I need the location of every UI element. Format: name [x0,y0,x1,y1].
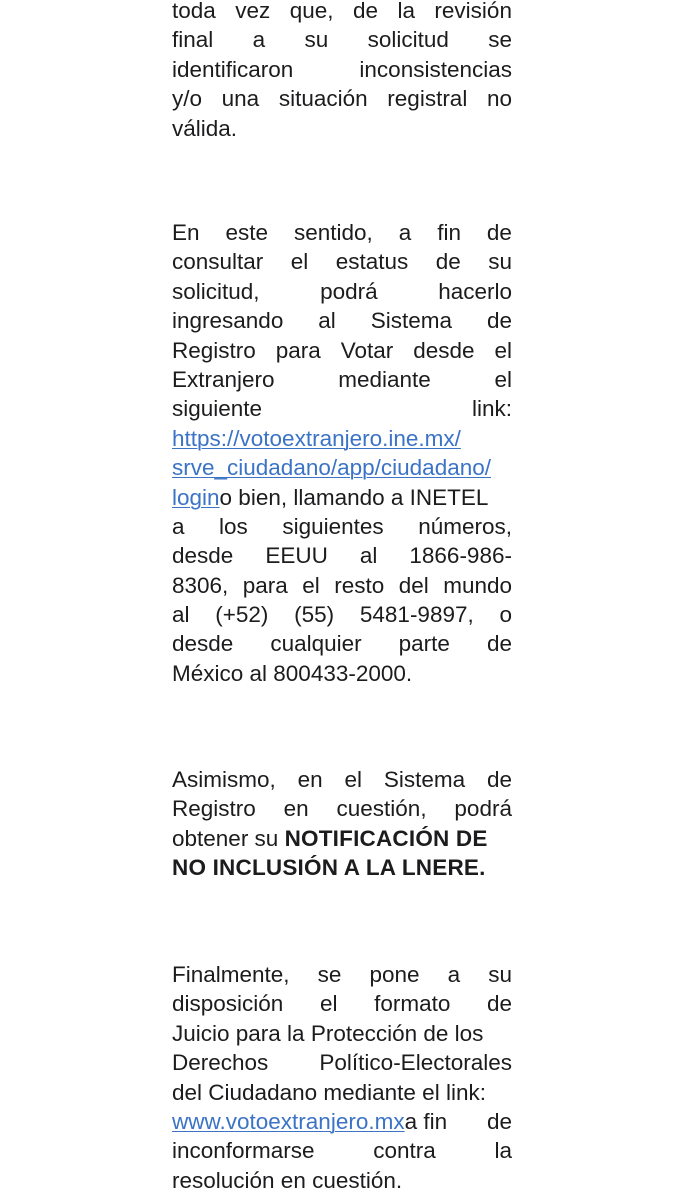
word: EEUU [265,543,328,569]
word: resto [334,572,385,598]
paragraph-appeal [172,960,512,1195]
word: su [488,249,512,275]
word: de [352,0,378,23]
text-line [172,277,512,306]
text-line [172,765,512,794]
word: la [494,1138,512,1164]
word: link: [471,396,512,422]
registration-system-link[interactable]: login [172,484,220,510]
word: a [447,962,461,987]
word: disposición [172,991,284,1017]
word: este [225,220,269,245]
registration-system-link[interactable]: srve_ciudadano/app/ciudadano/ [172,455,491,481]
word: mundo [443,572,512,598]
text-line [172,512,512,541]
text-line [172,629,512,658]
word: el [494,366,512,392]
word: en [283,796,309,822]
word: vez [235,0,271,23]
word: Derechos [172,1050,269,1076]
text-line [172,794,512,823]
word: Asimismo, [172,767,276,792]
word: de [486,1108,512,1134]
word: Extranjero [172,366,275,392]
text-line [172,571,512,600]
word: solicitud [367,27,449,53]
word: el [494,337,512,363]
word: a [252,27,266,53]
text-line [172,989,512,1018]
text-line [172,483,512,512]
paragraph-notification [172,765,512,883]
word: Registro [172,796,256,822]
word: a [172,513,185,539]
word: del [398,572,429,598]
text-line: Juicio para la Protección de los [172,1020,484,1046]
word: revisión [434,0,512,23]
word: final [172,27,214,53]
word: al [318,308,336,334]
text-line: del Ciudadano mediante el link: [172,1079,486,1105]
text-line [172,541,512,570]
voto-extranjero-link[interactable]: www.votoextranjero.mx [172,1108,405,1134]
text-line [172,424,512,453]
word: de [486,767,512,792]
word: siguientes [282,513,384,539]
text-line [172,336,512,365]
text-line [172,600,512,629]
word: o [499,602,512,628]
word: 1866-986- [409,543,512,569]
word: para [275,337,321,363]
word: formato [374,991,451,1017]
word: de [435,249,461,275]
word: podrá [320,278,378,304]
word: Registro [172,337,256,363]
word: su [304,27,329,53]
word: sentido, [293,220,373,245]
word: números, [418,513,512,539]
word: siguiente [172,396,263,422]
link-with-text [172,1107,447,1136]
word: de [486,220,512,245]
text-line: resolución en cuestión. [172,1167,403,1193]
word: Finalmente, [172,962,290,987]
text-line: válida. [172,115,238,141]
word: situación [278,86,368,112]
word: parte [398,631,450,657]
word: (+52) [215,602,269,628]
word: pone [369,962,420,987]
word: 8306, [172,572,229,598]
word: para [242,572,288,598]
word: inconsistencias [359,56,512,82]
text-line [172,25,512,54]
word: inconformarse [172,1138,315,1164]
word: desde [172,631,234,657]
word: desde [413,337,475,363]
word: hacerlo [438,278,512,304]
text-line: México al 800433-2000. [172,660,413,686]
word: contra [373,1138,436,1164]
paragraph-status-consultation [172,218,512,688]
text-line [172,394,512,423]
text-line [172,960,512,989]
word: En [172,220,200,245]
registration-system-link[interactable]: https://votoextranjero.ine.mx/ [172,425,461,451]
word: identificaron [172,56,294,82]
word: desde [172,543,234,569]
word: podrá [454,796,512,822]
word: cuestión, [336,796,427,822]
word: de [486,631,512,657]
word: fin [437,220,461,245]
word: a fin [404,1108,448,1134]
word: que, [289,0,334,23]
word: Sistema [370,308,453,334]
text-line [172,247,512,276]
bold-text: NOTIFICACIÓN DE [284,825,488,851]
word: ingresando [172,308,284,334]
word: se [488,27,512,53]
word: (55) [294,602,335,628]
word: estatus [335,249,409,275]
word: toda [172,0,216,23]
word: el [302,572,320,598]
word: de [486,991,512,1017]
word: en [297,767,323,792]
text-line [172,365,512,394]
word: no [486,86,512,112]
word: de [486,308,512,334]
word: consultar [172,249,264,275]
word: el [319,991,338,1017]
bold-text: NO INCLUSIÓN A LA LNERE. [172,855,486,881]
word: 5481-9897, [359,602,474,628]
word: el [344,767,362,792]
word: solicitud, [172,278,260,304]
text-line [172,1107,512,1136]
text-line [172,1048,512,1077]
word: su [488,962,512,987]
word: al [359,543,378,569]
word: el [290,249,309,275]
text-line [172,306,512,335]
word: una [221,86,260,112]
word: se [317,962,342,987]
word: cualquier [270,631,362,657]
text-line [172,1136,512,1165]
text: obtener su [172,825,285,851]
word: la [397,0,415,23]
text-line [172,55,512,84]
text-line [172,453,512,482]
word: y/o [172,86,203,112]
word: registral [387,86,468,112]
word: Votar [340,337,394,363]
word: al [172,602,190,628]
text-line [172,0,512,25]
word: a [398,220,412,245]
text: o bien, llamando a INETEL [219,484,489,510]
word: los [219,513,248,539]
word: mediante [338,366,431,392]
text-line [172,218,512,247]
word: Sistema [383,767,466,792]
text-line [172,824,512,853]
word: Político-Electorales [319,1050,512,1076]
text-line [172,853,512,882]
paragraph-rejection-reason [172,0,512,143]
text-line [172,84,512,113]
